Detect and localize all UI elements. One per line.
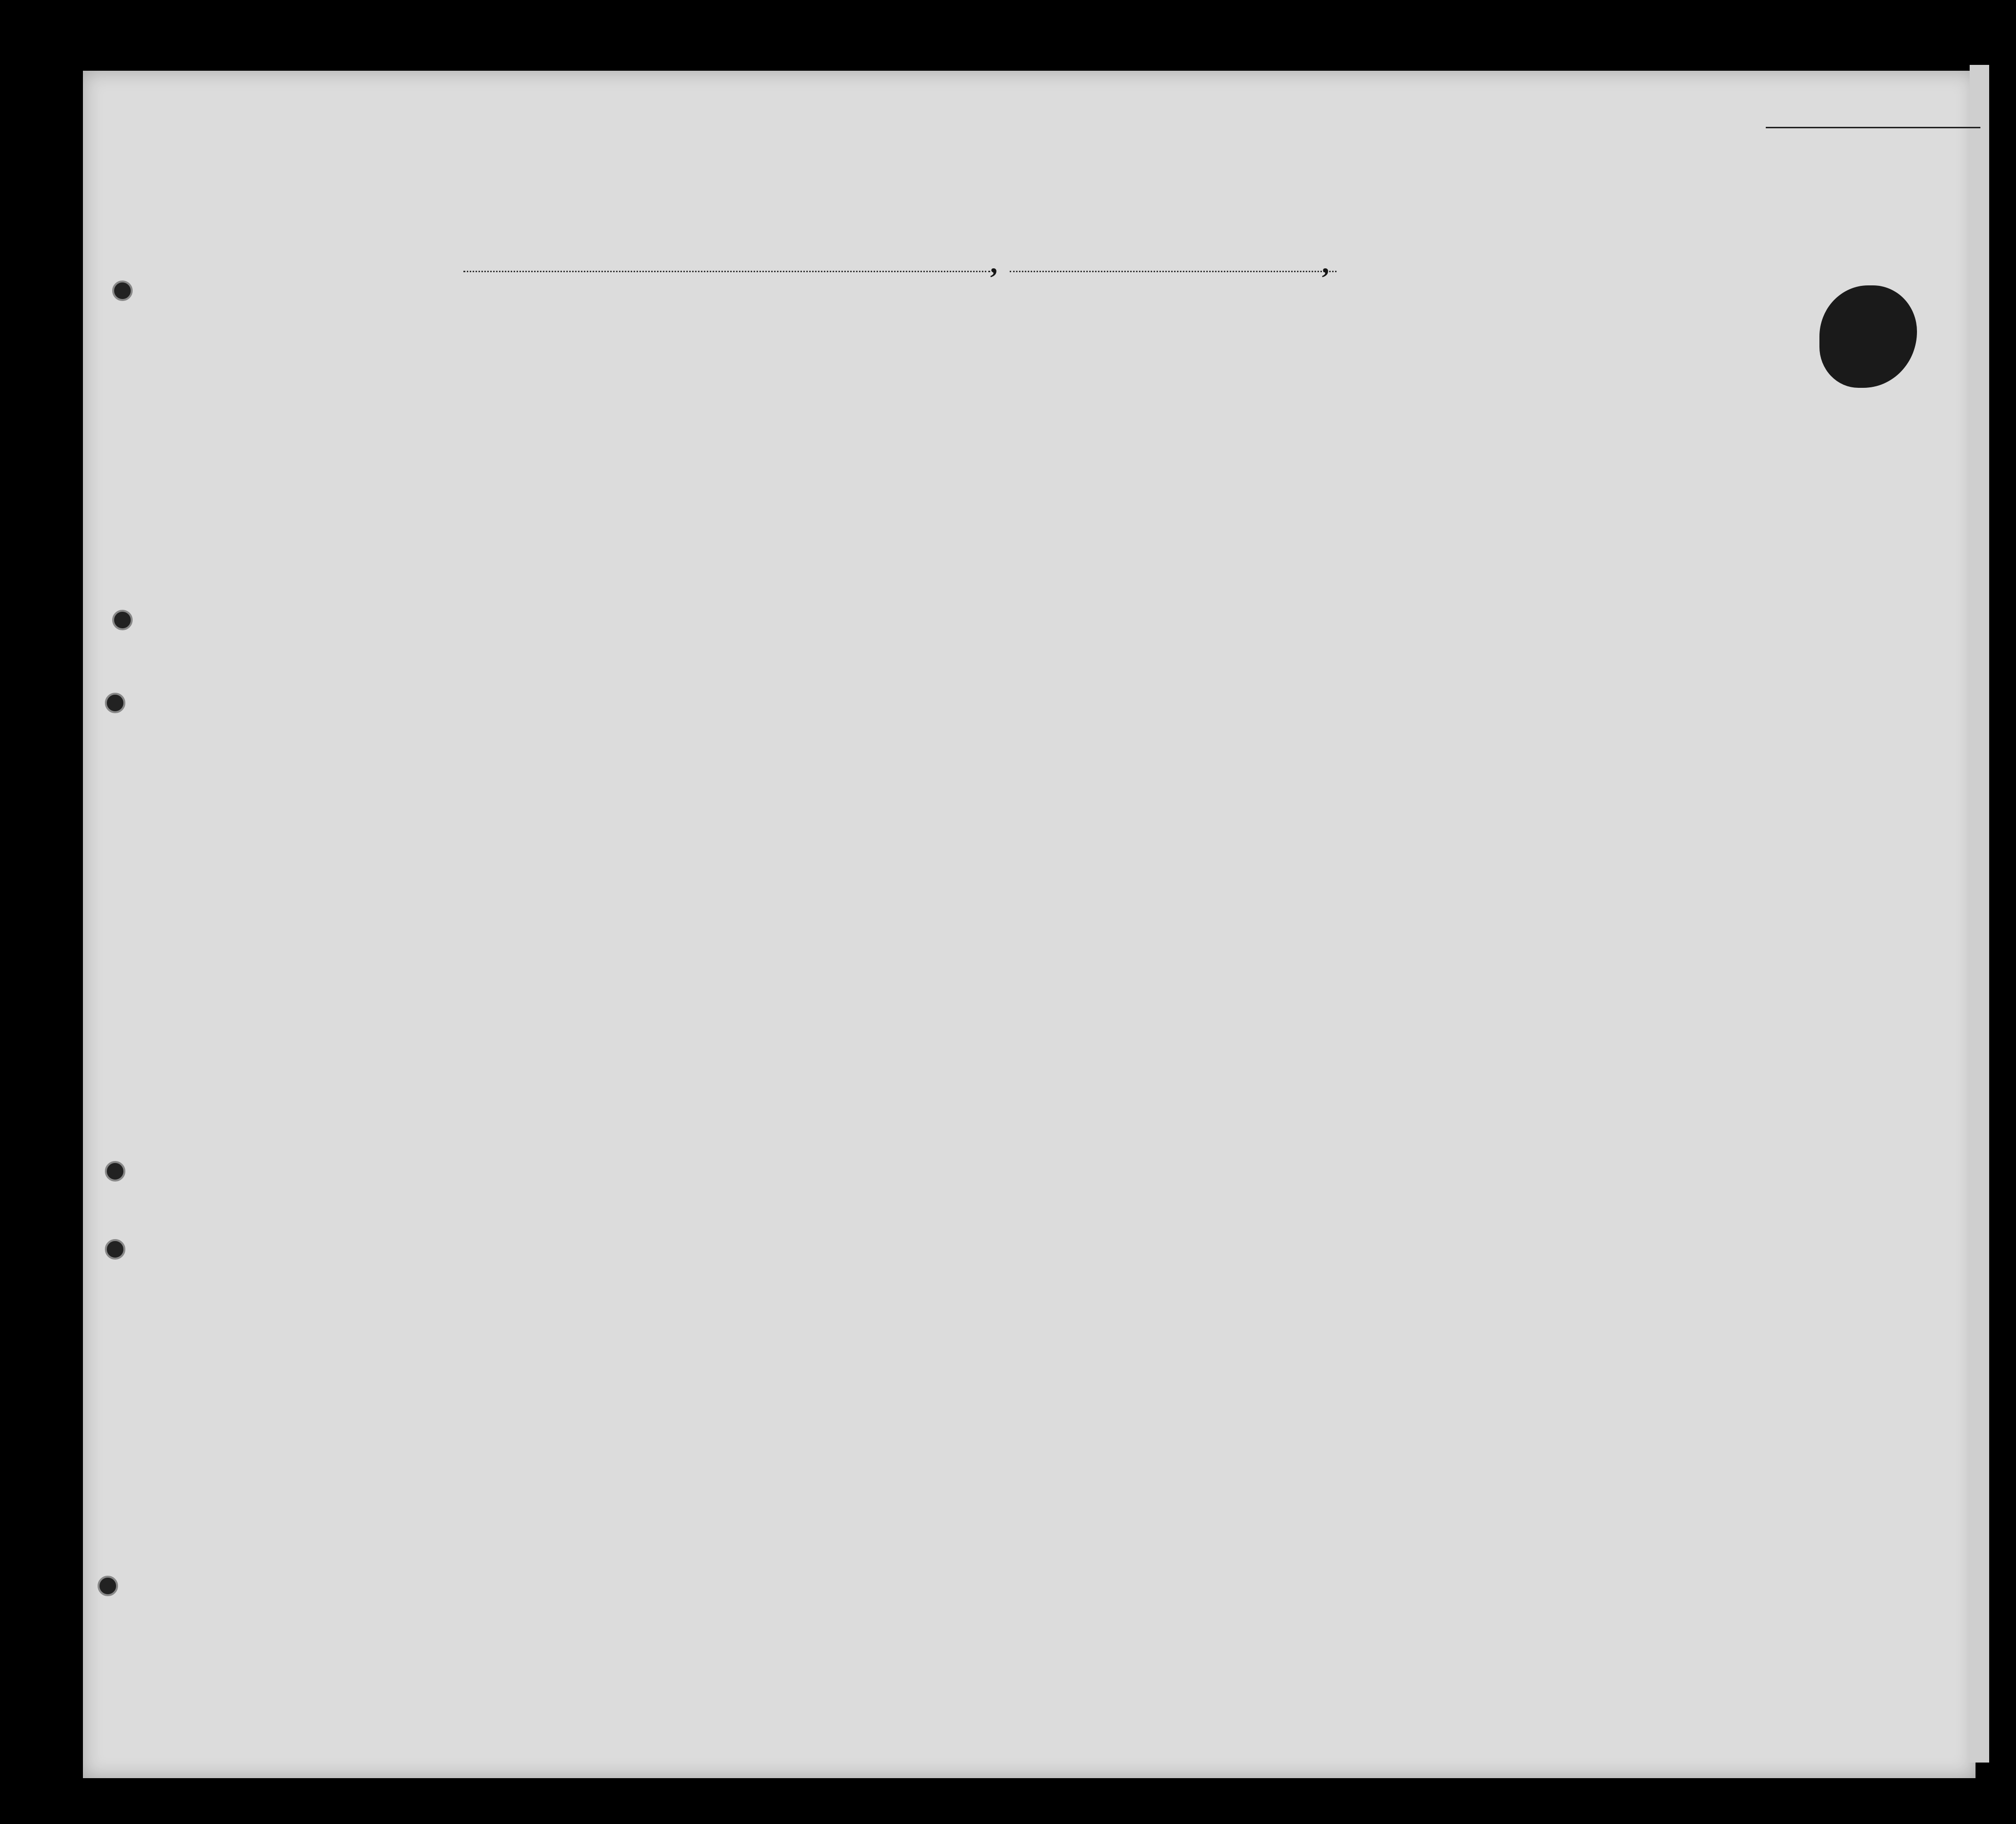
- punch-hole: [105, 1239, 125, 1260]
- comma-mark-2: ,: [1322, 247, 1329, 279]
- manifest-table: [83, 71, 1976, 1778]
- punch-hole: [112, 610, 133, 630]
- punch-hole: [105, 1161, 125, 1182]
- punch-hole: [98, 1576, 118, 1596]
- punch-hole: [112, 281, 133, 301]
- punch-hole: [105, 693, 125, 713]
- manifest-sheet: [83, 71, 1976, 1778]
- comma-mark: ,: [990, 247, 998, 279]
